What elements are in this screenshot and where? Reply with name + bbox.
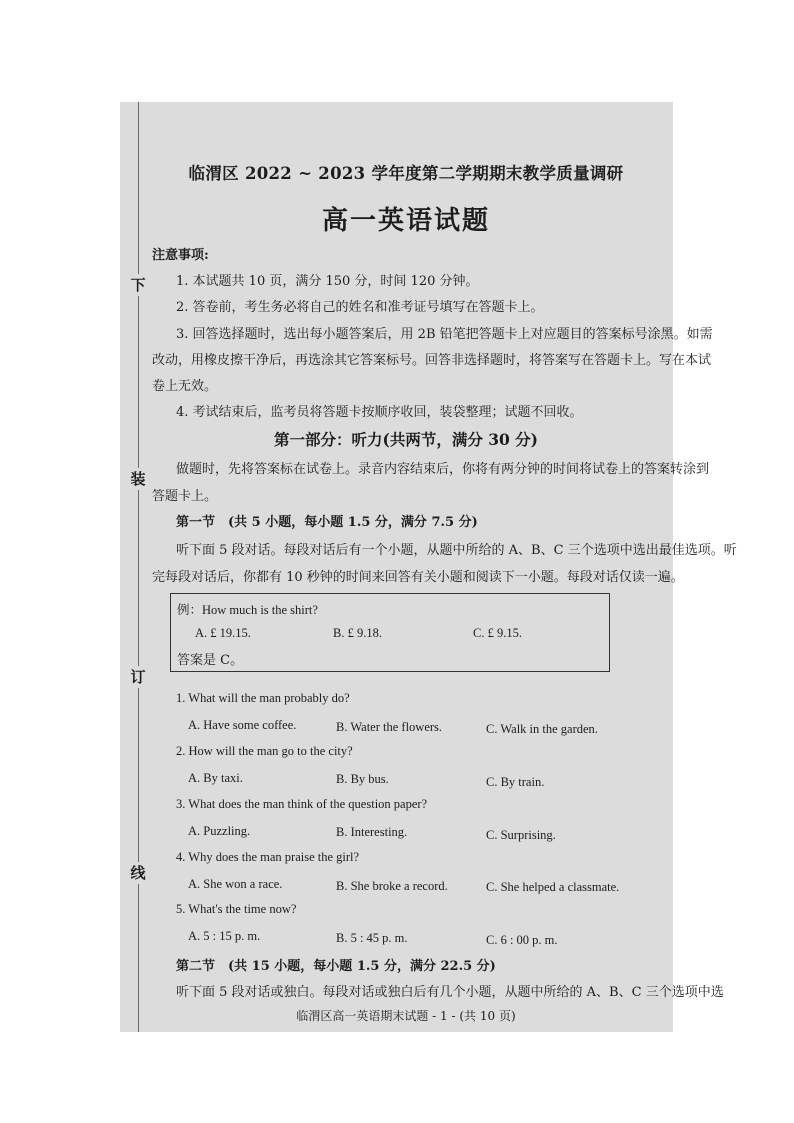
section1-instructions: 完每段对话后，你都有 10 秒钟的时间来回答有关小题和阅读下一小题。每段对话仅读一遍。 <box>152 570 684 585</box>
question: 5. What's the time now? <box>176 902 297 916</box>
notice-heading: 注意事项: <box>152 248 209 263</box>
option-a: A. Have some coffee. <box>188 718 297 732</box>
example-option-c: C. £ 9.15. <box>473 626 522 640</box>
notice-item: 2. 答卷前，考生务必将自己的姓名和准考证号填写在答题卡上。 <box>176 300 544 315</box>
exam-header: 临渭区 2022 ~ 2023 学年度第二学期期末教学质量调研 <box>188 164 624 183</box>
question: 2. How will the man go to the city? <box>176 744 353 758</box>
notice-item: 3. 回答选择题时，选出每小题答案后，用 2B 铅笔把答题卡上对应题目的答案标号涂黑。如需 <box>176 327 713 342</box>
option-a: A. 5 : 15 p. m. <box>188 929 261 943</box>
exam-paper <box>120 102 737 1032</box>
section1-instructions: 听下面 5 段对话。每段对话后有一个小题，从题中所给的 A、B、C 三个选项中选出最佳选项。听 <box>176 543 737 558</box>
option-a: A. By taxi. <box>188 771 243 785</box>
question: 1. What will the man probably do? <box>176 691 350 705</box>
page-title: 高一英语试题 <box>321 206 490 236</box>
example-option-b: B. £ 9.18. <box>333 626 382 640</box>
question: 3. What does the man think of the question paper? <box>176 797 428 811</box>
option-c: C. She helped a classmate. <box>486 880 620 894</box>
binding-char-xian: 线 <box>128 862 148 884</box>
option-c: C. Walk in the garden. <box>486 722 598 736</box>
option-b: B. Water the flowers. <box>336 720 443 734</box>
binding-line <box>138 102 139 1032</box>
page-content <box>148 102 737 1032</box>
binding-char-zhuang: 装 <box>128 468 148 490</box>
example-question: 例：How much is the shirt? <box>177 603 318 617</box>
option-b: B. 5 : 45 p. m. <box>336 931 408 945</box>
option-c: C. 6 : 00 p. m. <box>486 933 558 947</box>
notice-item: 1. 本试题共 10 页，满分 150 分，时间 120 分钟。 <box>176 274 479 289</box>
section2-instructions: 听下面 5 段对话或独白。每段对话或独白后有几个小题，从题中所给的 A、B、C 三个选项中选 <box>176 985 724 1000</box>
option-a: A. Puzzling. <box>188 824 251 838</box>
option-b: B. She broke a record. <box>336 879 448 893</box>
example-box <box>170 593 610 672</box>
option-b: B. By bus. <box>336 772 389 786</box>
notice-item-continued: 卷上无效。 <box>152 379 218 394</box>
page-footer: 临渭区高一英语期末试题 - 1 - (共 10 页) <box>296 1009 516 1023</box>
part1-intro: 做题时，先将答案标在试卷上。录音内容结束后，你将有两分钟的时间将试卷上的答案转涂到 <box>176 462 710 477</box>
part1-title: 第一部分：听力(共两节，满分 30 分) <box>273 430 539 449</box>
question: 4. Why does the man praise the girl? <box>176 850 360 864</box>
notice-item-continued: 改动，用橡皮擦干净后，再选涂其它答案标号。回答非选择题时，将答案写在答题卡上。写在本试 <box>152 353 712 368</box>
option-c: C. Surprising. <box>486 828 556 842</box>
example-option-a: A. £ 19.15. <box>195 626 251 640</box>
option-c: C. By train. <box>486 775 545 789</box>
option-b: B. Interesting. <box>336 825 408 839</box>
section1-heading: 第一节 (共 5 小题，每小题 1.5 分，满分 7.5 分) <box>176 515 478 530</box>
notice-item: 4. 考试结束后，监考员将答题卡按顺序收回，装袋整理；试题不回收。 <box>176 405 583 420</box>
binding-char-xia: 下 <box>128 274 148 296</box>
section2-heading: 第二节 (共 15 小题，每小题 1.5 分，满分 22.5 分) <box>176 959 496 974</box>
binding-char-ding: 订 <box>128 666 148 688</box>
example-answer: 答案是 C。 <box>177 653 244 668</box>
option-a: A. She won a race. <box>188 877 283 891</box>
part1-intro: 答题卡上。 <box>152 489 218 504</box>
